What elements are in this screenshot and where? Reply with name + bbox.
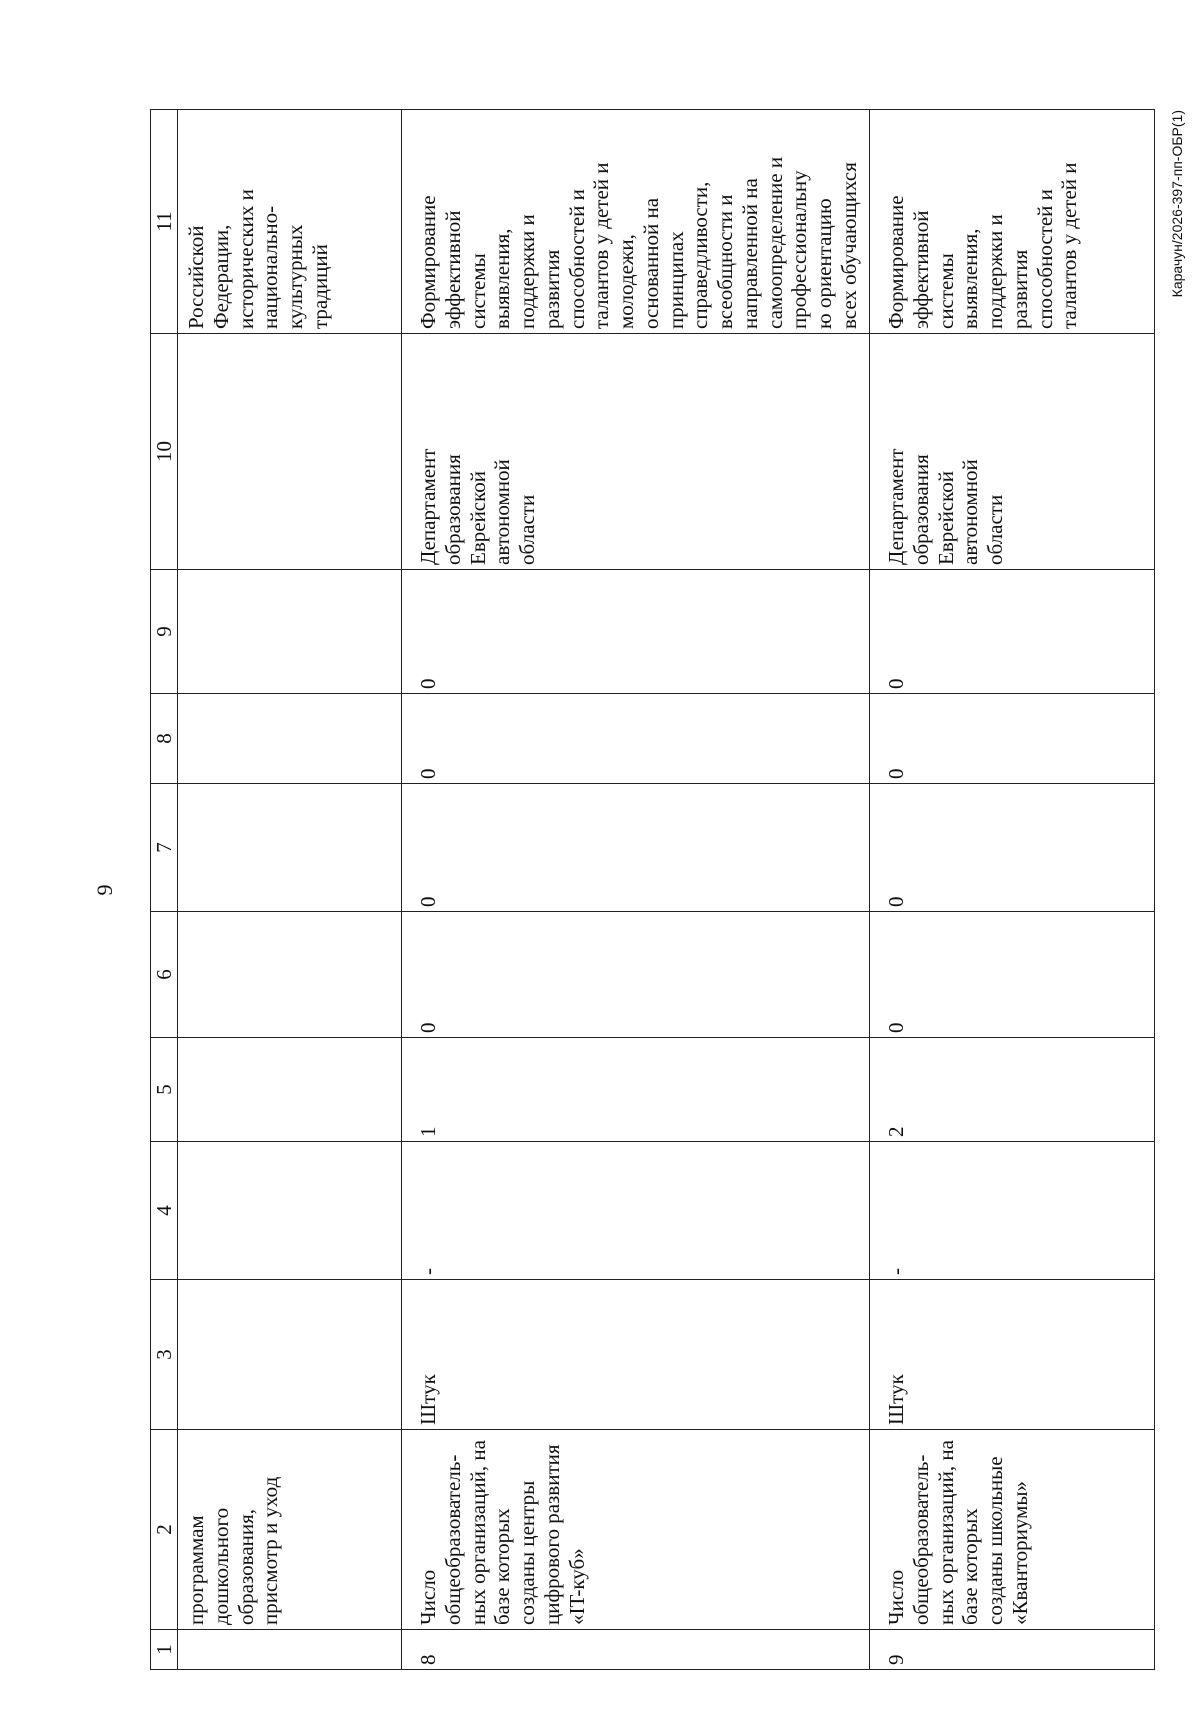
page-number: 9 — [92, 884, 117, 896]
col-header-8: 8 — [151, 694, 178, 784]
table-row — [870, 110, 1155, 1670]
responsible-cell: Департамент образования Еврейской автономной области — [870, 334, 1155, 570]
value-col-6: 0 — [870, 912, 1155, 1038]
col-header-11: 11 — [151, 110, 178, 334]
row-number — [178, 1630, 402, 1670]
col-header-2: 2 — [151, 1430, 178, 1630]
unit-cell — [178, 1280, 402, 1430]
value-col-6 — [178, 912, 402, 1038]
rotated-document-page — [92, 110, 1185, 1670]
value-col-7: 0 — [402, 784, 870, 912]
value-col-5 — [178, 1038, 402, 1142]
goal-cell: Формирование эффективной системы выявления, поддержки и развития способностей и талантов у детей и молодежи, основанной на принципах справедливости, всеобщности и направленной на самоопределение и профессиональну ю ориентацию всех обучающихся — [402, 110, 870, 334]
row-number: 9 — [870, 1630, 1155, 1670]
base-value: - — [402, 1142, 870, 1280]
value-col-7: 0 — [870, 784, 1155, 912]
indicator-name: Число общеобразователь- ных организаций, на базе которых созданы центры цифрового развития «IT-куб» — [402, 1430, 870, 1630]
unit-cell: Штук — [402, 1280, 870, 1430]
col-header-10: 10 — [151, 334, 178, 570]
base-value: - — [870, 1142, 1155, 1280]
value-col-9 — [178, 570, 402, 694]
header-row — [151, 110, 178, 1670]
value-col-7 — [178, 784, 402, 912]
responsible-cell: Департамент образования Еврейской автономной области — [402, 334, 870, 570]
row-number: 8 — [402, 1630, 870, 1670]
col-header-3: 3 — [151, 1280, 178, 1430]
data-table — [150, 109, 1155, 1670]
value-col-9: 0 — [870, 570, 1155, 694]
col-header-9: 9 — [151, 570, 178, 694]
value-col-6: 0 — [402, 912, 870, 1038]
value-col-8: 0 — [870, 694, 1155, 784]
indicator-name: Число общеобразователь- ных организаций, на базе которых созданы школьные «Кванториумы» — [870, 1430, 1155, 1630]
goal-cell: Формирование эффективной системы выявления, поддержки и развития способностей и талантов у детей и — [870, 110, 1155, 334]
unit-cell: Штук — [870, 1280, 1155, 1430]
base-value — [178, 1142, 402, 1280]
col-header-1: 1 — [151, 1630, 178, 1670]
value-col-8 — [178, 694, 402, 784]
value-col-5: 2 — [870, 1038, 1155, 1142]
col-header-4: 4 — [151, 1142, 178, 1280]
value-col-8: 0 — [402, 694, 870, 784]
value-col-5: 1 — [402, 1038, 870, 1142]
responsible-cell — [178, 334, 402, 570]
indicator-name: программам дошкольного образования, присмотр и уход — [178, 1430, 402, 1630]
table-row — [178, 110, 402, 1670]
col-header-5: 5 — [151, 1038, 178, 1142]
table-row — [402, 110, 870, 1670]
col-header-6: 6 — [151, 912, 178, 1038]
document-code: Карачун/2026-397-пп-ОБР(1) — [1169, 110, 1185, 298]
goal-cell: Российской Федерации, исторических и национально- культурных традиций — [178, 110, 402, 334]
value-col-9: 0 — [402, 570, 870, 694]
col-header-7: 7 — [151, 784, 178, 912]
